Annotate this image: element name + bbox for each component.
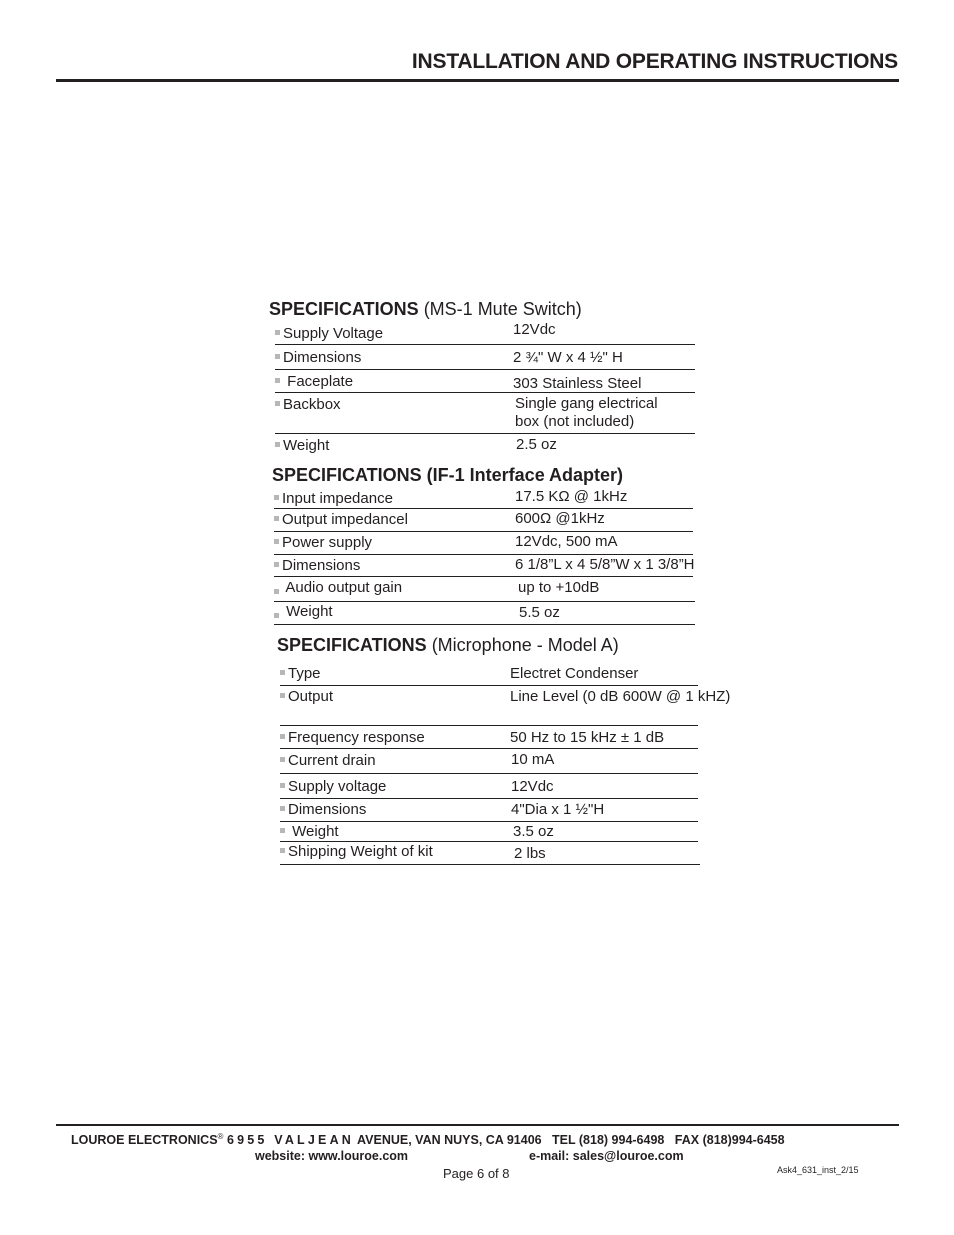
spec-label: Power supply <box>274 534 372 551</box>
bullet-square-icon <box>275 378 280 383</box>
footer-divider <box>56 1124 899 1126</box>
section-title <box>269 297 695 321</box>
spec-value: 17.5 KΩ @ 1kHz <box>515 488 628 505</box>
spec-row <box>275 393 695 434</box>
spec-value: 2.5 oz <box>516 436 557 453</box>
spec-table <box>275 321 695 458</box>
spec-value: 2 lbs <box>514 845 546 862</box>
spec-row <box>275 345 695 370</box>
spec-row <box>280 662 698 686</box>
spec-value: 3.5 oz <box>513 823 554 840</box>
spec-value: 50 Hz to 15 kHz ± 1 dB <box>510 729 665 746</box>
spec-label: Audio output gain <box>274 579 402 596</box>
spec-value: up to +10dB <box>518 579 600 596</box>
bullet-square-icon <box>274 539 279 544</box>
document-code: Ask4_631_inst_2/15 <box>777 1165 859 1175</box>
section-title <box>272 463 695 487</box>
spec-row <box>275 321 695 345</box>
fax: FAX (818)994-6458 <box>674 1133 785 1148</box>
spec-value: Line Level (0 dB 600W @ 1 kHZ) <box>510 688 731 705</box>
spec-value: 303 Stainless Steel <box>513 375 642 392</box>
spec-row <box>280 842 700 865</box>
spec-label: Weight <box>280 823 339 840</box>
spec-row <box>280 822 698 842</box>
spec-value: 600Ω @1kHz <box>515 510 605 527</box>
spec-label: Supply Voltage <box>275 325 383 342</box>
spec-label: Weight <box>274 603 333 620</box>
section-title-bold: SPECIFICATIONS <box>269 299 419 319</box>
spec-table <box>274 487 695 625</box>
spec-value: Single gang electrical <box>515 395 658 412</box>
section-ms1-specifications <box>269 297 695 458</box>
spec-value: Electret Condenser <box>510 665 639 682</box>
bullet-square-icon <box>274 495 279 500</box>
bullet-square-icon <box>274 589 279 594</box>
registered-mark: ® <box>217 1132 224 1141</box>
bullet-square-icon <box>280 848 285 853</box>
telephone: TEL (818) 994-6498 <box>552 1133 665 1148</box>
bullet-square-icon <box>275 442 280 447</box>
bullet-square-icon <box>280 806 285 811</box>
spec-label: Dimensions <box>280 801 366 818</box>
spec-value: 12Vdc <box>511 778 554 795</box>
spec-label: Output <box>280 688 333 705</box>
bullet-square-icon <box>280 828 285 833</box>
footer-address-line <box>71 1132 785 1147</box>
spec-label: Current drain <box>280 752 376 769</box>
bullet-square-icon <box>275 330 280 335</box>
spec-row <box>280 774 698 799</box>
spec-table <box>280 662 731 865</box>
spec-value: 10 mA <box>511 751 555 768</box>
spec-value: 2 ¾" W x 4 ½" H <box>513 349 623 366</box>
street-address: AVENUE, VAN NUYS, CA 91406 <box>354 1133 542 1148</box>
bullet-square-icon <box>275 354 280 359</box>
bullet-square-icon <box>274 562 279 567</box>
spec-row <box>280 749 698 774</box>
section-title <box>277 633 700 657</box>
spec-row <box>274 555 693 577</box>
email-link[interactable]: e-mail: sales@louroe.com <box>529 1149 684 1163</box>
website-link[interactable]: website: www.louroe.com <box>255 1149 409 1163</box>
spec-row <box>274 602 695 625</box>
spec-label: Shipping Weight of kit <box>280 843 433 860</box>
spec-value: box (not included) <box>515 413 635 430</box>
bullet-square-icon <box>280 783 285 788</box>
bullet-square-icon <box>275 401 280 406</box>
section-if1-specifications <box>272 463 695 625</box>
spec-label: Input impedance <box>274 490 393 507</box>
spec-row <box>274 532 693 555</box>
section-title-bold: SPECIFICATIONS <box>277 635 427 655</box>
spec-label: Backbox <box>275 396 341 413</box>
page-number: Page 6 of 8 <box>443 1166 510 1181</box>
spec-value: 6 1/8”L x 4 5/8”W x 1 3/8”H <box>515 556 695 573</box>
spec-label: Weight <box>275 437 329 454</box>
section-title-rest: (MS-1 Mute Switch) <box>418 299 582 319</box>
section-title-bold: SPECIFICATIONS (IF-1 Interface Adapter) <box>272 465 624 485</box>
spec-label: Output impedancel <box>274 511 408 528</box>
bullet-square-icon <box>274 613 279 618</box>
company-name: LOUROE ELECTRONICS <box>71 1133 218 1148</box>
spec-label: Type <box>280 665 321 682</box>
bullet-square-icon <box>280 757 285 762</box>
spec-row <box>274 577 695 602</box>
header-divider <box>56 79 899 82</box>
spec-row <box>275 434 695 458</box>
spec-row <box>280 686 731 726</box>
spec-value: 12Vdc, 500 mA <box>515 533 618 550</box>
spec-label: Dimensions <box>274 557 360 574</box>
section-microphone-specifications <box>277 633 731 865</box>
page-title: INSTALLATION AND OPERATING INSTRUCTIONS <box>411 50 898 73</box>
section-title-rest: (Microphone - Model A) <box>426 635 619 655</box>
spec-row <box>274 487 693 509</box>
spec-row <box>274 509 693 532</box>
bullet-square-icon <box>280 734 285 739</box>
spec-value: 12Vdc <box>513 321 556 338</box>
spec-label: Faceplate <box>275 373 353 390</box>
spec-row <box>280 799 698 822</box>
spec-value: 4"Dia x 1 ½"H <box>511 801 605 818</box>
spec-label: Supply voltage <box>280 778 386 795</box>
spec-row <box>280 726 698 749</box>
bullet-square-icon <box>274 516 279 521</box>
spec-label: Frequency response <box>280 729 425 746</box>
spec-label: Dimensions <box>275 349 361 366</box>
spec-value: 5.5 oz <box>519 604 560 621</box>
bullet-square-icon <box>280 670 285 675</box>
spec-row <box>275 370 695 393</box>
bullet-square-icon <box>280 693 285 698</box>
street-number: 6955 VALJEAN <box>226 1133 355 1148</box>
